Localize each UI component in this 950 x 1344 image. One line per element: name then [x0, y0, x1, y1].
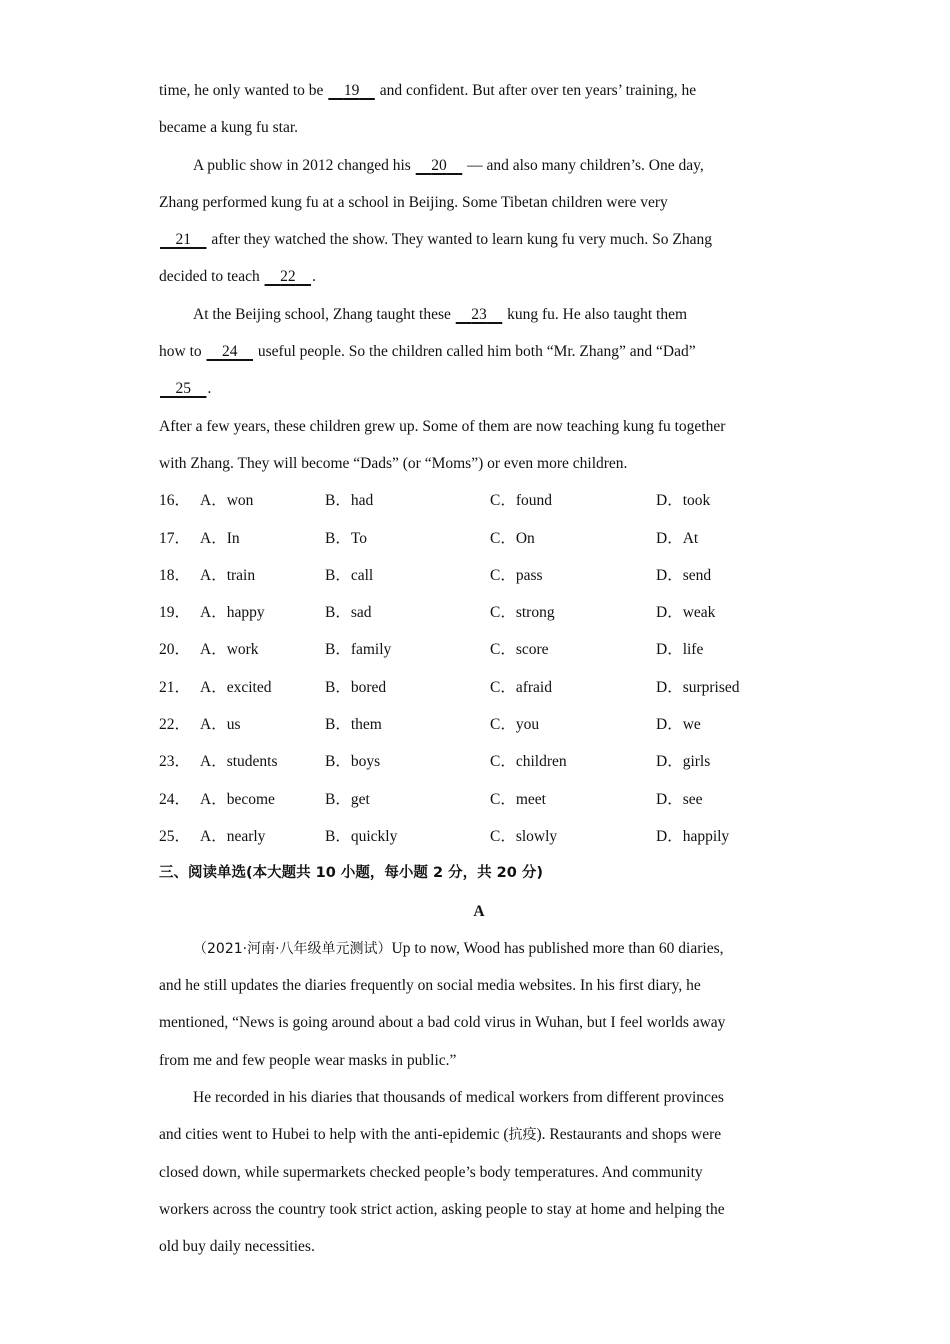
passage-line	[159, 1116, 799, 1153]
question-row	[159, 706, 799, 743]
text: kung fu. He also taught them	[503, 305, 688, 323]
option-a[interactable]: A．us	[200, 716, 241, 734]
passage-line: became a kung fu star.	[159, 119, 299, 137]
text: Up to now, Wood has published more than 60 diaries,	[391, 939, 724, 957]
option-a[interactable]: A．In	[200, 529, 240, 547]
passage-line	[159, 72, 799, 109]
question-row	[159, 482, 799, 519]
question-list	[159, 482, 799, 855]
source-note: （2021·河南·八年级单元测试）	[193, 940, 392, 957]
option-c[interactable]: C．found	[490, 492, 553, 510]
blank-22: 22	[280, 268, 296, 286]
text: .	[312, 268, 316, 286]
option-c[interactable]: C．afraid	[490, 678, 552, 696]
option-d[interactable]: D．life	[656, 641, 704, 659]
passage-line: with Zhang. They will become “Dads” (or “Moms”) or even more children.	[159, 454, 628, 472]
blank-23: 23	[471, 305, 487, 323]
option-c[interactable]: C．slowly	[490, 827, 558, 845]
option-c[interactable]: C．score	[490, 641, 549, 659]
question-number: 24．	[159, 790, 191, 808]
option-d[interactable]: D．At	[656, 529, 699, 547]
option-a[interactable]: A．won	[200, 492, 254, 510]
passage-line	[159, 296, 799, 333]
option-a[interactable]: A．become	[200, 790, 275, 808]
passage-line: Zhang performed kung fu at a school in Beijing. Some Tibetan children were very	[159, 193, 668, 211]
option-a[interactable]: A．students	[200, 753, 278, 771]
passage-line: After a few years, these children grew up. Some of them are now teaching kung fu together	[159, 417, 726, 435]
question-row	[159, 631, 799, 668]
text: At the Beijing school, Zhang taught these	[193, 305, 455, 323]
blank-25: 25	[175, 380, 191, 398]
option-d[interactable]: D．took	[656, 492, 711, 510]
blank-19: 19	[343, 82, 360, 99]
document-page	[159, 72, 799, 1266]
question-number: 25．	[159, 827, 191, 845]
option-d[interactable]: D．surprised	[656, 678, 740, 696]
option-b[interactable]: B．bored	[325, 678, 387, 696]
question-row	[159, 557, 799, 594]
blank-21: 21	[175, 231, 191, 249]
option-a[interactable]: A．work	[200, 641, 259, 659]
question-row	[159, 520, 799, 557]
text: and confident. But after over ten years’ training, he	[375, 82, 697, 99]
option-d[interactable]: D．send	[656, 566, 712, 584]
option-b[interactable]: B．get	[325, 790, 370, 808]
option-c[interactable]: C．meet	[490, 790, 546, 808]
passage-title: A	[473, 902, 485, 920]
option-d[interactable]: D．we	[656, 716, 701, 734]
question-number: 22．	[159, 716, 191, 734]
passage-line: from me and few people wear masks in public.”	[159, 1051, 457, 1069]
text: useful people. So the children called him both “Mr. Zhang” and “Dad”	[254, 343, 696, 361]
passage-line: old buy daily necessities.	[159, 1238, 315, 1256]
blank-20: 20	[431, 156, 447, 174]
question-number: 17．	[159, 529, 191, 547]
question-row	[159, 781, 799, 818]
option-c[interactable]: C．children	[490, 753, 567, 771]
passage-line	[159, 370, 799, 407]
option-a[interactable]: A．excited	[200, 678, 272, 696]
text: ). Restaurants and shops were	[536, 1126, 722, 1144]
passage-line	[159, 930, 799, 967]
section-heading: 三、阅读单选(本大题共 10 小题，每小题 2 分，共 20 分)	[159, 865, 543, 882]
option-a[interactable]: A．train	[200, 566, 256, 584]
text: time, he only wanted to be	[159, 82, 328, 99]
text: 抗疫	[508, 1127, 537, 1144]
question-row	[159, 818, 799, 855]
text: after they watched the show. They wanted to learn kung fu very much. So Zhang	[207, 231, 712, 249]
question-number: 19．	[159, 604, 191, 622]
option-b[interactable]: B．quickly	[325, 827, 398, 845]
option-c[interactable]: C．On	[490, 529, 535, 547]
passage-line: workers across the country took strict action, asking people to stay at home and helping the	[159, 1200, 725, 1218]
text: and cities went to Hubei to help with the anti-epidemic (	[159, 1126, 509, 1144]
option-b[interactable]: B．them	[325, 716, 382, 734]
option-a[interactable]: A．happy	[200, 604, 265, 622]
question-number: 23．	[159, 753, 191, 771]
passage-line: and he still updates the diaries frequently on social media websites. In his first diary, he	[159, 977, 701, 995]
passage-line: mentioned, “News is going around about a bad cold virus in Wuhan, but I feel worlds away	[159, 1014, 726, 1032]
question-row	[159, 594, 799, 631]
text: decided to teach	[159, 268, 264, 286]
question-number: 21．	[159, 678, 191, 696]
passage-line	[159, 258, 799, 295]
passage-line	[159, 333, 799, 370]
question-row	[159, 743, 799, 780]
question-number: 20．	[159, 641, 191, 659]
option-b[interactable]: B．family	[325, 641, 392, 659]
question-number: 16．	[159, 492, 191, 510]
question-number: 18．	[159, 566, 191, 584]
passage-line: closed down, while supermarkets checked people’s body temperatures. And community	[159, 1163, 703, 1181]
option-b[interactable]: B．boys	[325, 753, 381, 771]
option-d[interactable]: D．see	[656, 790, 703, 808]
text: A public show in 2012 changed his	[193, 156, 415, 174]
option-b[interactable]: B．To	[325, 529, 367, 547]
option-a[interactable]: A．nearly	[200, 827, 266, 845]
passage-line	[159, 221, 799, 258]
option-b[interactable]: B．sad	[325, 604, 372, 622]
option-b[interactable]: B．call	[325, 566, 374, 584]
option-c[interactable]: C．pass	[490, 566, 543, 584]
option-c[interactable]: C．strong	[490, 604, 555, 622]
option-d[interactable]: D．weak	[656, 604, 716, 622]
option-d[interactable]: D．girls	[656, 753, 711, 771]
passage-line: He recorded in his diaries that thousands of medical workers from different provinces	[193, 1089, 724, 1107]
option-c[interactable]: C．you	[490, 716, 540, 734]
option-b[interactable]: B．had	[325, 492, 374, 510]
blank-24: 24	[222, 343, 238, 361]
option-d[interactable]: D．happily	[656, 827, 730, 845]
text: how to	[159, 343, 206, 361]
text: — and also many children’s. One day,	[463, 156, 704, 174]
text: .	[207, 380, 212, 398]
passage-line	[159, 147, 799, 184]
question-row	[159, 669, 799, 706]
